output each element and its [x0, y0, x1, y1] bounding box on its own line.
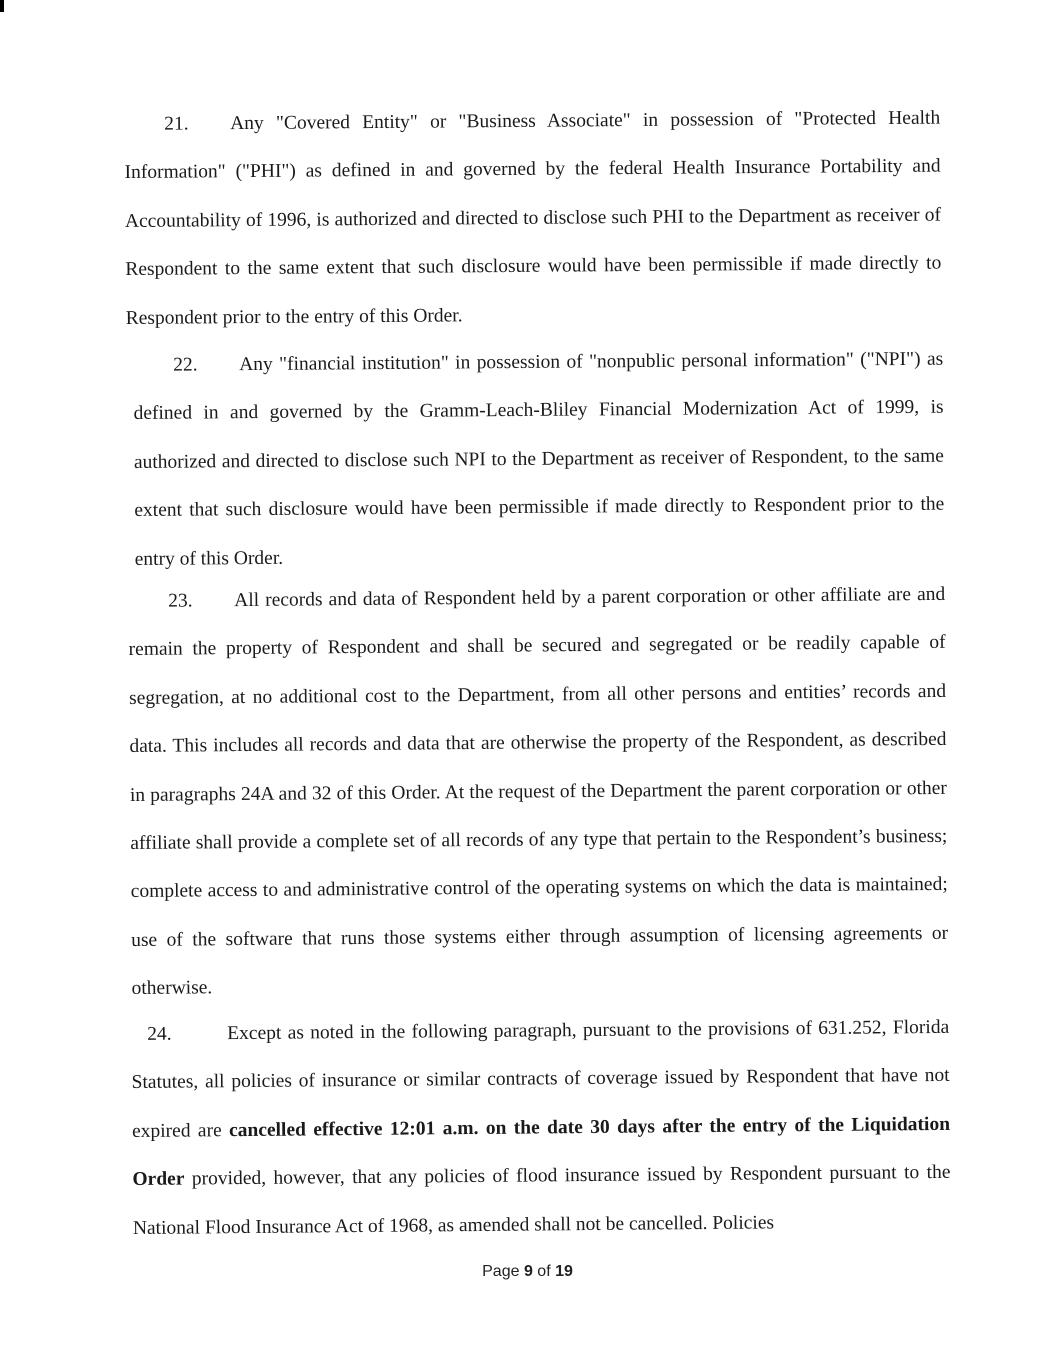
page-current: 9 [523, 1263, 533, 1280]
paragraph-24 [131, 1004, 951, 1253]
page-label: Page [482, 1263, 524, 1280]
paragraph-text: Any "Covered Entity" or "Business Associate" in possession of "Protected Health Information" ("PHI") as defined in and governed by the federal Health Insurance Portability and Accountability of 1996, is authorized and directed to disclose such PHI to the Department as receiver of Respondent to the same extent that such disclosure would have been permissible if made directly to Respondent prior to the entry of this Order. [124, 107, 942, 329]
paragraph-number: 24. [147, 1023, 172, 1045]
paragraph-text-before: Except as noted in the following paragraph, pursuant to the provisions of 631.252, Florida Statutes, all policies of insurance or similar contracts of coverage issued by Respondent that have not expired are [131, 1016, 950, 1142]
paragraph-22 [133, 336, 945, 584]
page-separator: of [532, 1263, 556, 1280]
paragraph-number: 22. [173, 354, 198, 376]
paragraph-number: 21. [164, 113, 189, 135]
paragraph-21 [124, 95, 942, 343]
paragraph-text-after: provided, however, that any policies of flood insurance issued by Respondent pursuant to the National Flood Insurance Act of 1968, as amended shall not be cancelled. Policies [132, 1162, 951, 1239]
paragraph-number: 23. [168, 590, 193, 612]
page-footer [0, 1263, 1055, 1281]
paragraph-23 [128, 571, 949, 1014]
paragraph-text: All records and data of Respondent held by a parent corporation or other affiliate are and remain the property of Respondent and shall be secured and segregated or be readily capable of segregation, at no additional cost to the Department, from all other persons and entities’ records and data. This includes all records and data that are otherwise the property of the Respondent, as described in paragraphs 24A and 32 of this Order. At the request of the Department the parent corporation or other affiliate shall provide a complete set of all records of any type that pertain to the Respondent’s business; complete access to and administrative control of the operating systems on which the data is maintained; use of the software that runs those systems either through assumption of licensing agreements or otherwise. [128, 583, 949, 1000]
paragraph-text: Any "financial institution" in possession of "nonpublic personal information" ("NPI") as defined in and governed by the Gramm-Leach-Bliley Financial Modernization Act of 1999, is authorized and directed to disclose such NPI to the Department as receiver of Respondent, to the same extent that such disclosure would have been permissible if made directly to Respondent prior to the entry of this Order. [133, 348, 945, 570]
paragraph-text-bold: cancelled effective 12:01 a.m. on the date 30 days after the entry of the Liquidation Order [132, 1113, 951, 1191]
page-total: 19 [555, 1263, 573, 1280]
